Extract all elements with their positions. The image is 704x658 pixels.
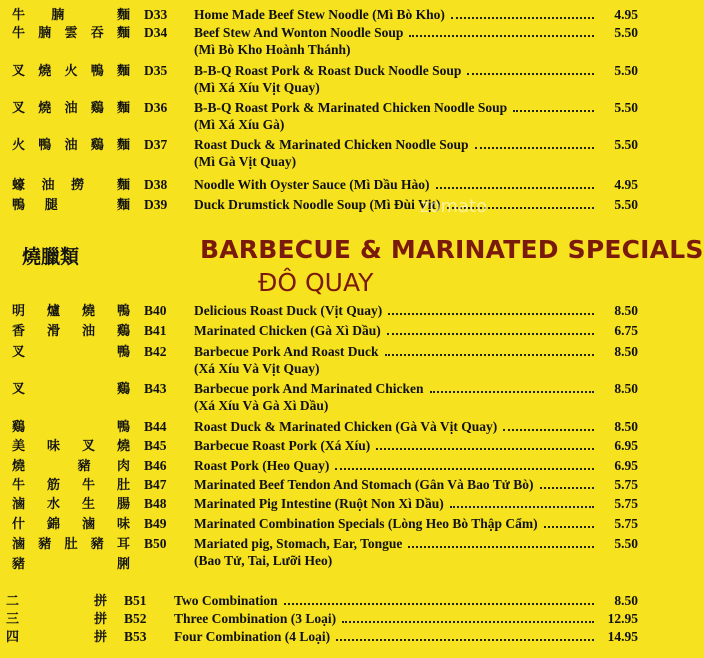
dot-leader bbox=[376, 448, 594, 450]
item-code: D33 bbox=[144, 7, 168, 22]
item-name: Noodle With Oyster Sauce (Mì Dầu Hào) bbox=[194, 177, 430, 192]
item-subtitle: (Bao Tử, Tai, Lưỡi Heo) bbox=[194, 553, 333, 568]
item-name: B-B-Q Roast Pork & Marinated Chicken Noodle Soup bbox=[194, 100, 508, 115]
chinese-char: 麵 bbox=[116, 197, 130, 212]
chinese-char: 滷 bbox=[81, 516, 95, 531]
chinese-name bbox=[12, 176, 130, 194]
item-name: Four Combination (4 Loại) bbox=[174, 629, 331, 644]
dot-leader bbox=[544, 526, 594, 528]
item-code: B40 bbox=[144, 303, 167, 318]
dot-leader bbox=[342, 621, 594, 623]
item-price: 5.50 bbox=[614, 25, 638, 40]
menu-item bbox=[0, 457, 650, 475]
item-price: 5.50 bbox=[614, 100, 638, 115]
menu-item bbox=[0, 343, 650, 361]
chinese-char: 鷄 bbox=[90, 137, 104, 152]
item-price: 8.50 bbox=[614, 419, 638, 434]
item-code: D36 bbox=[144, 100, 168, 115]
chinese-char: 腸 bbox=[116, 496, 130, 511]
dot-leader bbox=[430, 391, 594, 393]
item-subtitle: (Mì Bò Kho Hoành Thánh) bbox=[194, 42, 351, 57]
item-price: 5.50 bbox=[614, 63, 638, 78]
chinese-char: 錦 bbox=[46, 516, 60, 531]
combo-chinese-number: 四 bbox=[6, 629, 20, 644]
chinese-char: 麵 bbox=[116, 25, 130, 40]
section-chinese-title: 燒臘類 bbox=[22, 247, 80, 268]
menu-item bbox=[0, 495, 650, 513]
chinese-char: 腿 bbox=[44, 197, 58, 212]
menu-item bbox=[0, 535, 650, 553]
menu-item bbox=[0, 302, 650, 320]
item-name: Marinated Combination Specials (Lòng Heo Bò Thập Cẩm) bbox=[194, 516, 538, 531]
item-code: B48 bbox=[144, 496, 167, 511]
dot-leader bbox=[503, 429, 594, 431]
item-name: Marinated Beef Tendon And Stomach (Gân Và Bao Tử Bò) bbox=[194, 477, 534, 492]
item-name: Barbecue Pork And Roast Duck bbox=[194, 344, 379, 359]
dot-leader bbox=[335, 468, 594, 470]
chinese-char: 鴨 bbox=[38, 137, 52, 152]
item-price: 8.50 bbox=[614, 381, 638, 396]
chinese-char: 燒 bbox=[38, 63, 52, 78]
chinese-char: 生 bbox=[81, 496, 95, 511]
item-name: Mariated pig, Stomach, Ear, Tongue bbox=[194, 536, 403, 551]
item-price: 12.95 bbox=[607, 611, 638, 626]
item-name: Marinated Chicken (Gà Xì Dầu) bbox=[194, 323, 381, 338]
chinese-name bbox=[12, 476, 130, 494]
chinese-char: 味 bbox=[116, 516, 130, 531]
menu-item bbox=[0, 99, 650, 117]
item-name: Barbecue pork And Marinated Chicken bbox=[194, 381, 424, 396]
combo-item bbox=[0, 628, 650, 646]
chinese-char: 脷 bbox=[116, 556, 130, 571]
chinese-char: 撈 bbox=[71, 177, 85, 192]
chinese-char: 麵 bbox=[116, 7, 130, 22]
item-price: 4.95 bbox=[614, 7, 638, 22]
menu-item bbox=[0, 196, 650, 214]
chinese-char: 筋 bbox=[46, 477, 60, 492]
chinese-char: 美 bbox=[12, 438, 26, 453]
chinese-name bbox=[12, 62, 130, 80]
dot-leader bbox=[409, 35, 594, 37]
dot-leader bbox=[336, 639, 594, 641]
chinese-name bbox=[12, 380, 130, 398]
chinese-char: 燒 bbox=[116, 438, 130, 453]
chinese-char: 油 bbox=[64, 137, 78, 152]
item-subtitle: (Xá Xíu Và Vịt Quay) bbox=[194, 361, 320, 376]
combo-item bbox=[0, 592, 650, 610]
dot-leader bbox=[387, 333, 594, 335]
chinese-char: 油 bbox=[64, 100, 78, 115]
item-name: Marinated Pig Intestine (Ruột Non Xì Dầu) bbox=[194, 496, 444, 511]
combo-chinese-number: 三 bbox=[6, 611, 20, 626]
item-name: Roast Pork (Heo Quay) bbox=[194, 458, 330, 473]
chinese-char: 鷄 bbox=[90, 100, 104, 115]
item-code: B42 bbox=[144, 344, 167, 359]
item-code: B44 bbox=[144, 419, 167, 434]
chinese-char: 叉 bbox=[81, 438, 95, 453]
item-code: D39 bbox=[144, 197, 168, 212]
chinese-name bbox=[12, 418, 130, 436]
item-name: Three Combination (3 Loại) bbox=[174, 611, 337, 626]
chinese-char: 耳 bbox=[116, 536, 130, 551]
chinese-char: 香 bbox=[12, 323, 26, 338]
chinese-char: 豬 bbox=[90, 536, 104, 551]
chinese-char: 麵 bbox=[116, 100, 130, 115]
chinese-char: 鴨 bbox=[12, 197, 26, 212]
chinese-name bbox=[12, 136, 130, 154]
chinese-char: 鷄 bbox=[116, 381, 130, 396]
item-name: Barbecue Roast Pork (Xá Xíu) bbox=[194, 438, 371, 453]
dot-leader bbox=[467, 73, 594, 75]
chinese-char: 豬 bbox=[38, 536, 52, 551]
item-subtitle: (Mì Xá Xíu Vịt Quay) bbox=[194, 80, 320, 95]
chinese-name bbox=[12, 535, 130, 553]
dot-leader bbox=[408, 546, 594, 548]
chinese-name bbox=[12, 555, 130, 573]
item-code: B45 bbox=[144, 438, 167, 453]
item-subtitle: (Mì Gà Vịt Quay) bbox=[194, 154, 297, 169]
combo-chinese-label: 拼 bbox=[94, 593, 108, 608]
item-price: 6.95 bbox=[614, 438, 638, 453]
chinese-char: 叉 bbox=[12, 381, 26, 396]
item-price: 5.50 bbox=[614, 137, 638, 152]
item-price: 5.75 bbox=[614, 516, 638, 531]
chinese-char: 肚 bbox=[64, 536, 78, 551]
chinese-name bbox=[12, 457, 130, 475]
menu-item bbox=[0, 24, 650, 42]
chinese-name bbox=[12, 99, 130, 117]
chinese-char: 鴨 bbox=[116, 419, 130, 434]
item-price: 8.50 bbox=[614, 593, 638, 608]
menu-item bbox=[0, 6, 650, 24]
chinese-char: 鷄 bbox=[116, 323, 130, 338]
chinese-char: 滷 bbox=[12, 536, 26, 551]
menu-item bbox=[0, 136, 650, 154]
item-code: D35 bbox=[144, 63, 168, 78]
chinese-name bbox=[12, 6, 130, 24]
chinese-char: 吞 bbox=[90, 25, 104, 40]
item-price: 6.75 bbox=[614, 323, 638, 338]
chinese-char: 什 bbox=[12, 516, 26, 531]
chinese-char: 叉 bbox=[12, 344, 26, 359]
item-code: D34 bbox=[144, 25, 168, 40]
item-subtitle: (Xá Xíu Và Gà Xì Dầu) bbox=[194, 398, 329, 413]
item-code: B41 bbox=[144, 323, 167, 338]
item-subtitle: (Mì Xá Xíu Gà) bbox=[194, 117, 285, 132]
menu-item bbox=[0, 515, 650, 533]
item-code: B53 bbox=[124, 629, 147, 644]
chinese-char: 麵 bbox=[116, 63, 130, 78]
item-code: B50 bbox=[144, 536, 167, 551]
dot-leader bbox=[513, 110, 594, 112]
chinese-name bbox=[12, 24, 130, 42]
chinese-char: 鷄 bbox=[12, 419, 26, 434]
combo-chinese-label: 拼 bbox=[94, 629, 108, 644]
chinese-char: 明 bbox=[12, 303, 26, 318]
chinese-name bbox=[12, 495, 130, 513]
chinese-char: 牛 bbox=[12, 25, 26, 40]
item-price: 8.50 bbox=[614, 303, 638, 318]
menu-item bbox=[0, 322, 650, 340]
item-price: 5.75 bbox=[614, 477, 638, 492]
chinese-char: 鴨 bbox=[116, 303, 130, 318]
menu-item bbox=[0, 62, 650, 80]
item-price: 5.50 bbox=[614, 536, 638, 551]
chinese-char: 肚 bbox=[116, 477, 130, 492]
item-name: Roast Duck & Marinated Chicken (Gà Và Vịt Quay) bbox=[194, 419, 498, 434]
item-name: Two Combination bbox=[174, 593, 278, 608]
combo-chinese-number: 二 bbox=[6, 593, 20, 608]
item-code: D37 bbox=[144, 137, 168, 152]
item-code: B43 bbox=[144, 381, 167, 396]
chinese-char: 鴨 bbox=[116, 344, 130, 359]
dot-leader bbox=[284, 603, 594, 605]
chinese-char: 雲 bbox=[64, 25, 78, 40]
dot-leader bbox=[451, 17, 594, 19]
chinese-char: 味 bbox=[46, 438, 60, 453]
item-code: B52 bbox=[124, 611, 147, 626]
chinese-char: 油 bbox=[41, 177, 55, 192]
chinese-char: 滷 bbox=[12, 496, 26, 511]
chinese-name bbox=[12, 302, 130, 320]
chinese-char: 燒 bbox=[81, 303, 95, 318]
item-code: D38 bbox=[144, 177, 168, 192]
item-price: 5.75 bbox=[614, 496, 638, 511]
chinese-char: 鴨 bbox=[90, 63, 104, 78]
chinese-char: 豬 bbox=[77, 458, 91, 473]
chinese-char: 火 bbox=[64, 63, 78, 78]
section-subtitle: ĐÔ QUAY bbox=[258, 268, 374, 297]
item-code: B51 bbox=[124, 593, 147, 608]
chinese-char: 麵 bbox=[116, 137, 130, 152]
item-name: Duck Drumstick Noodle Soup (Mì Đùi Vịt) bbox=[194, 197, 441, 212]
chinese-char: 滑 bbox=[46, 323, 60, 338]
menu-item bbox=[0, 380, 650, 398]
combo-chinese-label: 拼 bbox=[94, 611, 108, 626]
chinese-char: 爐 bbox=[46, 303, 60, 318]
item-code: B49 bbox=[144, 516, 167, 531]
item-code: B47 bbox=[144, 477, 167, 492]
chinese-char: 油 bbox=[81, 323, 95, 338]
menu-item-continuation bbox=[0, 555, 650, 573]
watermark: zomato bbox=[420, 196, 488, 217]
chinese-char: 牛 bbox=[81, 477, 95, 492]
chinese-char: 腩 bbox=[51, 7, 65, 22]
item-name: B-B-Q Roast Pork & Roast Duck Noodle Soup bbox=[194, 63, 462, 78]
chinese-name bbox=[12, 515, 130, 533]
combo-item bbox=[0, 610, 650, 628]
chinese-name bbox=[12, 437, 130, 455]
dot-leader bbox=[385, 354, 594, 356]
chinese-char: 叉 bbox=[12, 100, 26, 115]
chinese-name bbox=[12, 196, 130, 214]
chinese-char: 牛 bbox=[12, 477, 26, 492]
dot-leader bbox=[475, 147, 594, 149]
item-name: Roast Duck & Marinated Chicken Noodle Soup bbox=[194, 137, 469, 152]
item-price: 5.50 bbox=[614, 197, 638, 212]
chinese-char: 燒 bbox=[38, 100, 52, 115]
item-price: 6.95 bbox=[614, 458, 638, 473]
section-title: BARBECUE & MARINATED SPECIALS bbox=[200, 235, 704, 264]
dot-leader bbox=[388, 313, 594, 315]
chinese-char: 水 bbox=[46, 496, 60, 511]
item-price: 8.50 bbox=[614, 344, 638, 359]
dot-leader bbox=[436, 187, 594, 189]
chinese-name bbox=[12, 322, 130, 340]
dot-leader bbox=[540, 487, 594, 489]
chinese-char: 肉 bbox=[116, 458, 130, 473]
chinese-char: 燒 bbox=[12, 458, 26, 473]
item-name: Home Made Beef Stew Noodle (Mì Bò Kho) bbox=[194, 7, 445, 22]
menu-item bbox=[0, 437, 650, 455]
chinese-char: 豬 bbox=[12, 556, 26, 571]
chinese-char: 叉 bbox=[12, 63, 26, 78]
chinese-name bbox=[12, 343, 130, 361]
menu-item bbox=[0, 418, 650, 436]
menu-item bbox=[0, 476, 650, 494]
item-code: B46 bbox=[144, 458, 167, 473]
item-price: 14.95 bbox=[607, 629, 638, 644]
item-price: 4.95 bbox=[614, 177, 638, 192]
chinese-char: 火 bbox=[12, 137, 26, 152]
chinese-char: 牛 bbox=[12, 7, 26, 22]
chinese-char: 蠔 bbox=[12, 177, 26, 192]
item-name: Delicious Roast Duck (Vịt Quay) bbox=[194, 303, 383, 318]
chinese-char: 麵 bbox=[116, 177, 130, 192]
item-name: Beef Stew And Wonton Noodle Soup bbox=[194, 25, 404, 40]
dot-leader bbox=[450, 506, 594, 508]
menu-item bbox=[0, 176, 650, 194]
chinese-char: 腩 bbox=[38, 25, 52, 40]
